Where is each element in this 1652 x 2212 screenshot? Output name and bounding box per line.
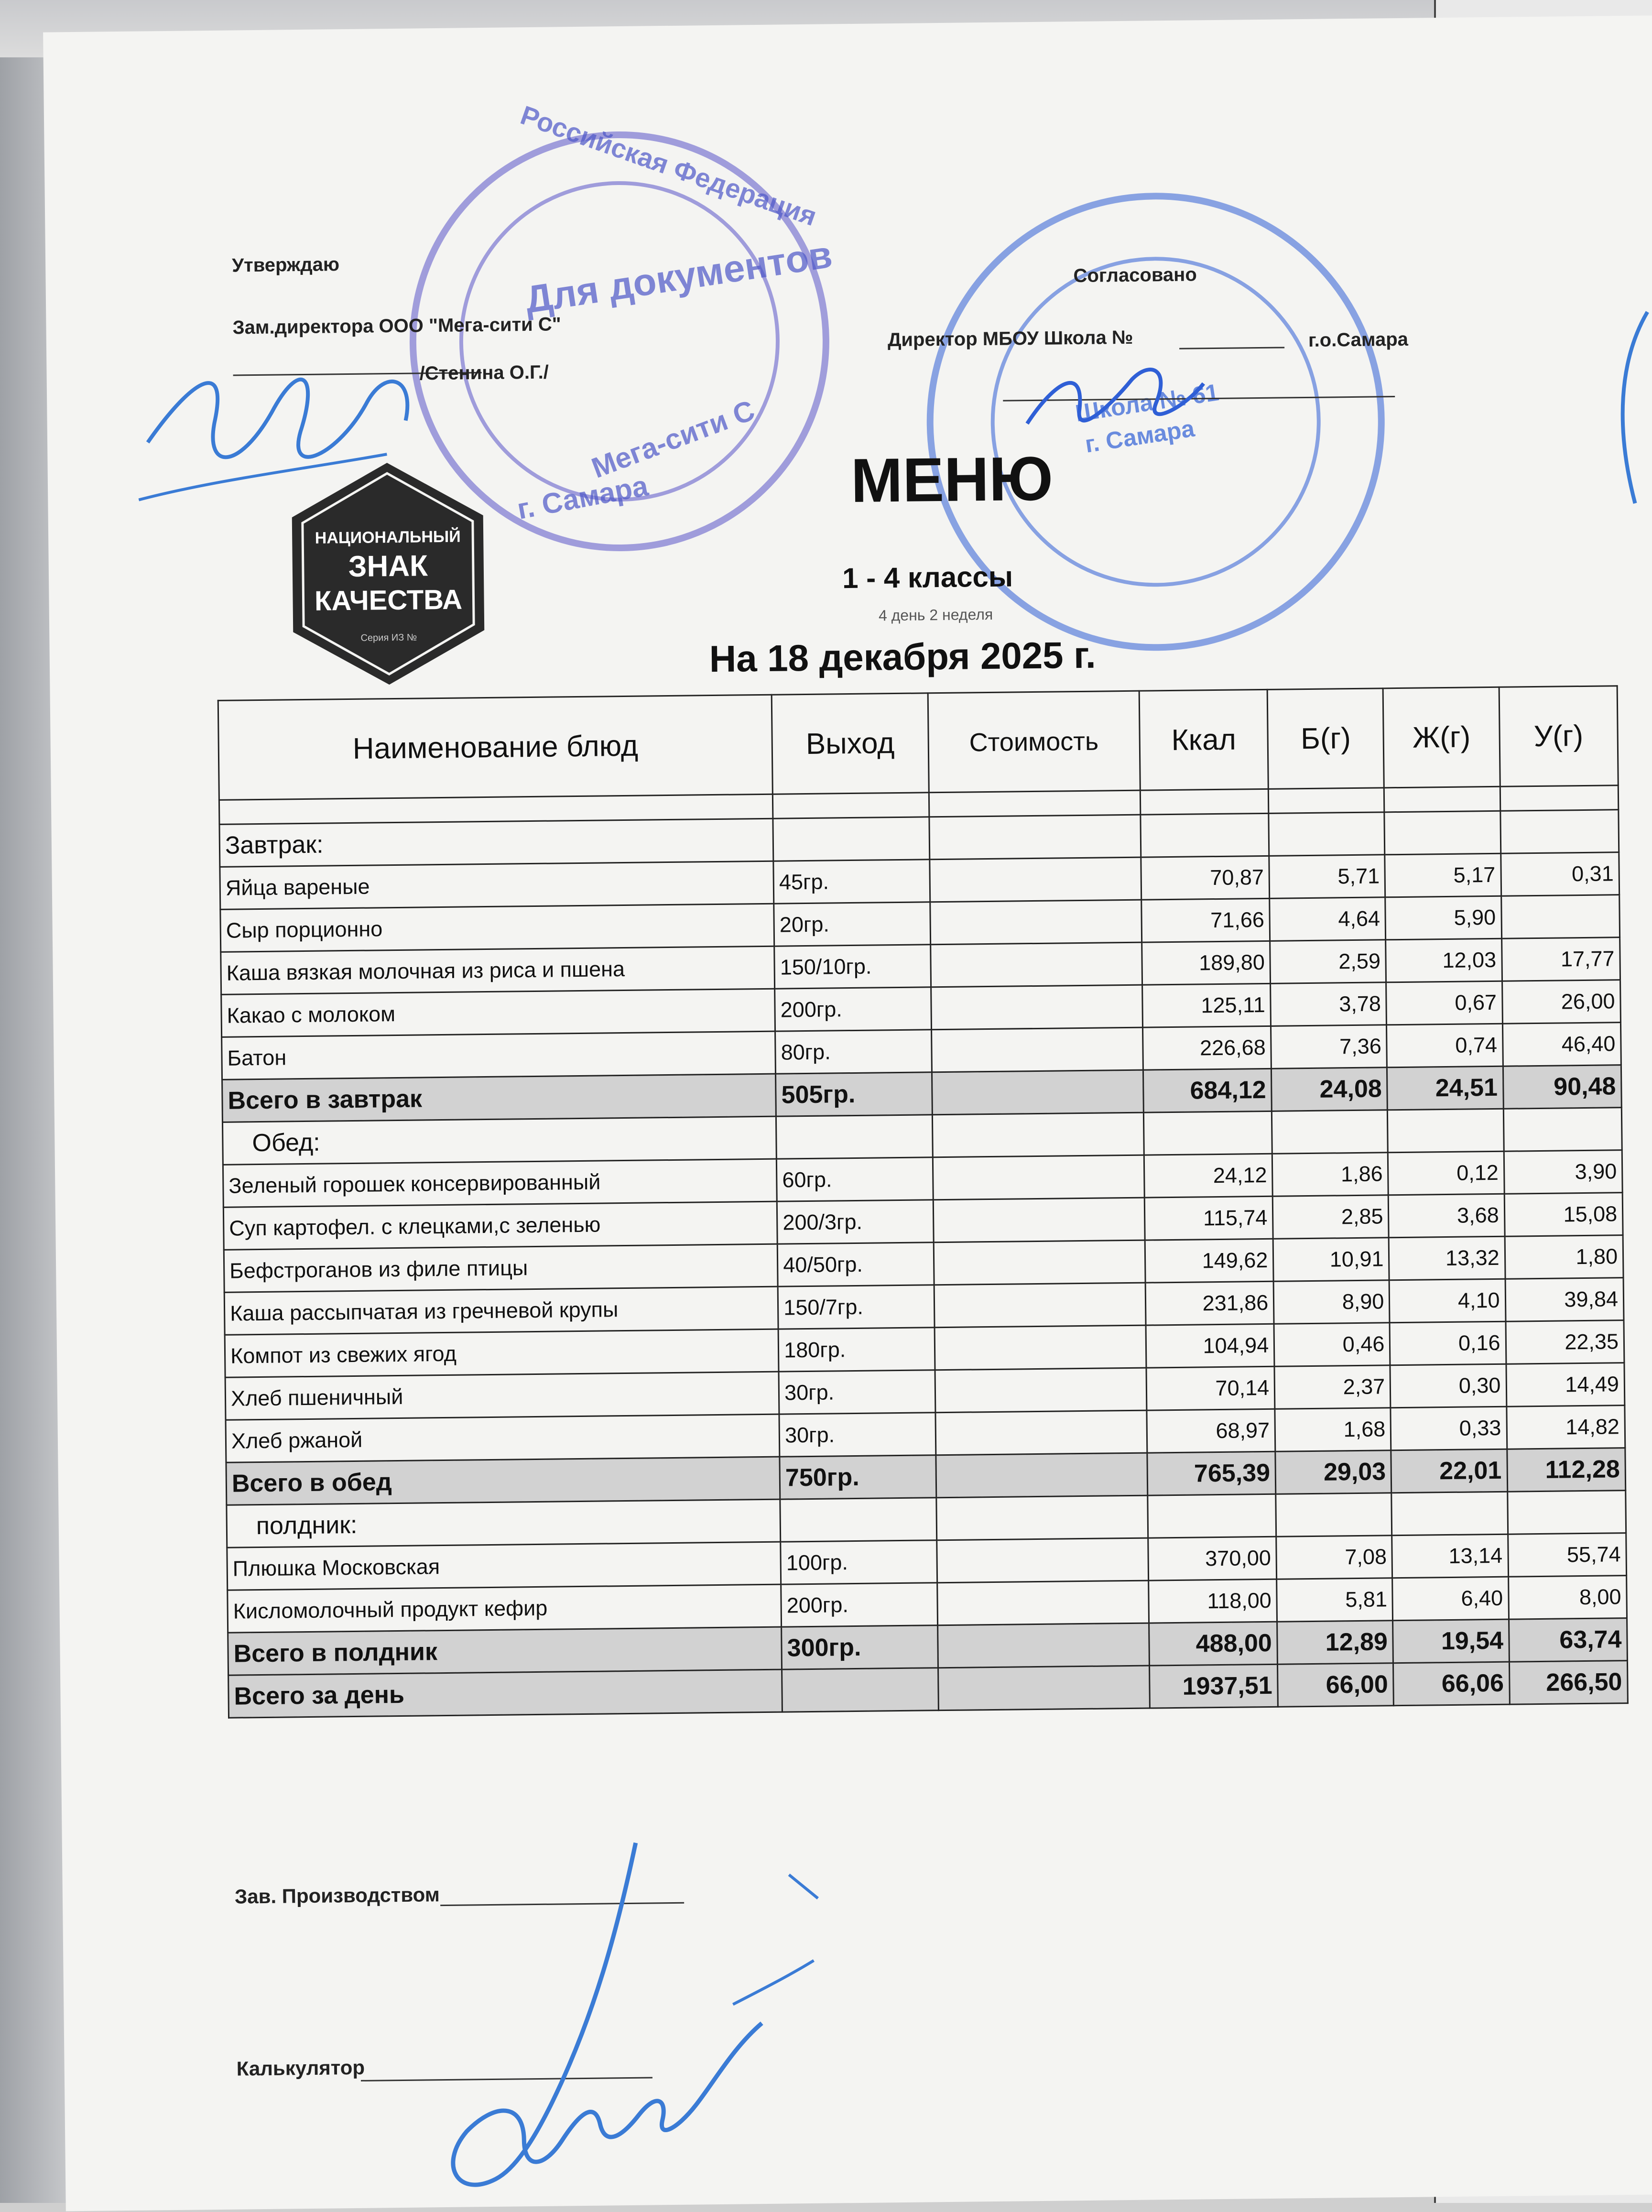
cell-protein: 24,08 — [1272, 1068, 1388, 1111]
col-dish-name: Наименование блюд — [218, 695, 772, 800]
cell-kcal: 231,86 — [1145, 1281, 1274, 1325]
cell-dish-name: Бефстроганов из филе птицы — [224, 1244, 778, 1292]
cell-protein: 12,89 — [1277, 1621, 1393, 1665]
empty-cell — [1276, 1493, 1392, 1537]
cell-kcal: 684,12 — [1143, 1068, 1272, 1112]
cell-protein: 5,71 — [1269, 855, 1385, 899]
grades-subtitle: 1 - 4 классы — [842, 560, 1013, 595]
cell-cost — [935, 1453, 1147, 1498]
cell-fat: 6,40 — [1392, 1577, 1509, 1621]
cell-kcal: 189,80 — [1141, 941, 1270, 985]
cell-protein: 2,37 — [1274, 1365, 1391, 1409]
company-stamp-city: г. Самара — [514, 469, 651, 525]
cell-kcal: 149,62 — [1145, 1239, 1273, 1283]
cell-kcal: 765,39 — [1147, 1451, 1276, 1495]
cell-carbs: 55,74 — [1508, 1533, 1626, 1577]
cell-kcal: 370,00 — [1148, 1536, 1276, 1580]
cell-kcal: 226,68 — [1142, 1026, 1271, 1070]
cell-output: 300гр. — [782, 1625, 938, 1669]
cell-cost — [935, 1368, 1147, 1413]
production-label: Зав. Производством — [234, 1883, 440, 1908]
school-stamp-center: Школа № 61 — [1073, 379, 1221, 427]
cell-output: 20гр. — [774, 902, 930, 946]
cell-fat: 13,14 — [1392, 1534, 1508, 1578]
cell-output: 150/10гр. — [774, 945, 931, 989]
cell-protein: 2,59 — [1270, 940, 1386, 984]
agree-label: Согласовано — [1073, 264, 1197, 287]
cell-dish-name: Всего в обед — [226, 1457, 780, 1505]
cell-cost — [934, 1240, 1145, 1285]
company-stamp-bottom: Мега-сити С — [587, 393, 759, 484]
cell-dish-name: Сыр порционно — [220, 904, 774, 952]
cell-output: 45гр. — [773, 860, 930, 904]
cell-carbs: 14,49 — [1506, 1363, 1624, 1407]
svg-text:НАЦИОНАЛЬНЫЙ: НАЦИОНАЛЬНЫЙ — [315, 527, 461, 547]
section-name: полдник: — [227, 1499, 781, 1547]
cell-kcal: 1937,51 — [1149, 1664, 1278, 1708]
empty-cell — [1507, 1491, 1626, 1535]
cell-protein: 8,90 — [1273, 1280, 1390, 1324]
cell-carbs: 90,48 — [1503, 1065, 1621, 1109]
empty-cell — [1143, 1111, 1272, 1155]
cell-cost — [933, 1155, 1144, 1200]
cell-kcal: 488,00 — [1149, 1622, 1277, 1666]
cell-cost — [932, 1070, 1143, 1115]
cell-dish-name: Каша рассыпчатая из гречневой крупы — [224, 1286, 778, 1335]
col-cost: Стоимость — [928, 691, 1140, 793]
agree-city: г.о.Самара — [1308, 328, 1409, 351]
cell-dish-name: Всего в полдник — [228, 1627, 782, 1675]
cell-fat: 22,01 — [1391, 1449, 1507, 1493]
empty-cell — [1388, 1109, 1504, 1153]
empty-cell — [780, 1498, 936, 1542]
cell-kcal: 71,66 — [1141, 898, 1270, 942]
empty-cell — [936, 1495, 1148, 1540]
cell-fat: 0,67 — [1386, 981, 1502, 1025]
cell-cost — [937, 1580, 1149, 1625]
margin-signature — [1604, 302, 1652, 542]
cell-carbs: 63,74 — [1509, 1618, 1627, 1662]
page-title: МЕНЮ — [850, 443, 1054, 515]
cell-output: 30гр. — [779, 1413, 935, 1457]
cell-dish-name: Хлеб ржаной — [226, 1414, 780, 1462]
cell-fat: 5,90 — [1385, 896, 1501, 940]
cell-fat: 4,10 — [1389, 1279, 1505, 1323]
cell-dish-name: Зеленый горошек консервированный — [223, 1159, 777, 1207]
cell-fat: 5,17 — [1385, 853, 1501, 897]
cell-kcal: 24,12 — [1144, 1154, 1272, 1198]
cell-carbs: 15,08 — [1504, 1193, 1623, 1237]
cell-output: 150/7гр. — [778, 1285, 934, 1329]
cell-output: 200гр. — [781, 1583, 937, 1627]
cell-dish-name: Всего за день — [228, 1669, 783, 1718]
cell-kcal: 118,00 — [1148, 1579, 1277, 1623]
cell-output: 200/3гр. — [777, 1200, 933, 1244]
cell-output — [782, 1668, 938, 1712]
menu-date: На 18 декабря 2025 г. — [709, 633, 1096, 680]
cell-output: 100гр. — [781, 1540, 937, 1584]
cell-dish-name: Каша вязкая молочная из риса и пшена — [221, 946, 775, 994]
col-output: Выход — [772, 693, 929, 794]
svg-text:Серия ИЗ №: Серия ИЗ № — [360, 632, 417, 643]
cell-fat: 0,30 — [1390, 1364, 1506, 1408]
cell-protein: 2,85 — [1272, 1195, 1389, 1239]
empty-cell — [1384, 811, 1500, 855]
cell-protein: 7,36 — [1271, 1025, 1387, 1069]
cell-protein: 0,46 — [1274, 1323, 1390, 1367]
cell-carbs: 0,31 — [1500, 852, 1619, 896]
school-stamp-city: г. Самара — [1083, 414, 1196, 458]
cell-carbs: 14,82 — [1506, 1406, 1625, 1449]
cell-cost — [933, 1198, 1145, 1242]
empty-cell — [929, 815, 1141, 860]
empty-cell — [1503, 1108, 1622, 1152]
cell-output: 180гр. — [778, 1328, 935, 1372]
cell-dish-name: Суп картофел. с клецками,с зеленью — [223, 1201, 777, 1250]
menu-table — [217, 685, 1629, 1719]
cell-dish-name: Хлеб пшеничный — [225, 1372, 779, 1420]
col-fat: Ж(г) — [1383, 687, 1500, 788]
quality-mark-logo — [286, 458, 489, 689]
cell-dish-name: Какао с молоком — [221, 989, 775, 1037]
cell-carbs: 22,35 — [1506, 1320, 1624, 1364]
col-kcal: Ккал — [1139, 689, 1269, 790]
cell-fat: 19,54 — [1393, 1619, 1509, 1663]
calculator-signature — [368, 1831, 850, 2209]
agree-position: Директор МБОУ Школа № — [887, 327, 1133, 351]
col-protein: Б(г) — [1267, 688, 1384, 789]
company-stamp-ring: Российская Федерация — [517, 99, 821, 232]
cell-dish-name: Яйца вареные — [220, 861, 774, 909]
cell-protein: 29,03 — [1275, 1450, 1391, 1494]
cell-cost — [929, 857, 1141, 902]
cell-output: 80гр. — [775, 1030, 932, 1074]
cell-protein: 4,64 — [1270, 897, 1386, 941]
week-note: 4 день 2 неделя — [878, 605, 993, 624]
menu-table-body — [219, 785, 1628, 1718]
cell-fat: 13,32 — [1389, 1236, 1505, 1280]
cell-carbs: 1,80 — [1505, 1235, 1623, 1279]
cell-cost — [938, 1666, 1150, 1711]
empty-cell — [1141, 813, 1269, 857]
cell-cost — [937, 1623, 1149, 1668]
cell-fat: 24,51 — [1387, 1066, 1503, 1110]
cell-cost — [930, 900, 1141, 945]
cell-fat: 12,03 — [1386, 938, 1502, 982]
cell-output: 30гр. — [779, 1370, 935, 1414]
cell-protein: 66,00 — [1278, 1663, 1394, 1707]
cell-cost — [936, 1538, 1148, 1583]
cell-kcal: 70,87 — [1141, 856, 1270, 900]
cell-carbs: 39,84 — [1505, 1278, 1624, 1322]
cell-carbs: 112,28 — [1507, 1448, 1625, 1492]
cell-cost — [935, 1325, 1146, 1370]
cell-protein: 1,68 — [1275, 1408, 1391, 1452]
cell-kcal: 70,14 — [1146, 1366, 1275, 1410]
cell-output: 750гр. — [780, 1455, 936, 1499]
cell-kcal: 104,94 — [1146, 1324, 1274, 1368]
empty-cell — [1148, 1494, 1276, 1538]
cell-carbs — [1501, 895, 1619, 939]
cell-carbs: 26,00 — [1502, 980, 1620, 1024]
cell-cost — [935, 1410, 1147, 1455]
cell-protein: 10,91 — [1273, 1238, 1389, 1282]
cell-protein: 1,86 — [1272, 1153, 1389, 1197]
table-header-row — [218, 686, 1618, 800]
cell-fat: 0,16 — [1390, 1321, 1506, 1365]
empty-cell — [773, 817, 929, 861]
cell-kcal: 115,74 — [1144, 1196, 1273, 1240]
section-name: Обед: — [222, 1116, 776, 1165]
empty-cell — [1391, 1492, 1508, 1536]
cell-cost — [931, 1027, 1143, 1072]
cell-dish-name: Батон — [222, 1031, 776, 1079]
cell-fat: 0,33 — [1391, 1406, 1507, 1450]
cell-output: 505гр. — [776, 1072, 932, 1116]
cell-protein: 3,78 — [1271, 982, 1387, 1026]
cell-carbs: 266,50 — [1509, 1661, 1628, 1705]
cell-kcal: 125,11 — [1142, 983, 1271, 1027]
approve-position: Зам.директора ООО "Мега-сити С" — [232, 314, 561, 338]
cell-cost — [934, 1283, 1146, 1328]
cell-kcal: 68,97 — [1147, 1409, 1275, 1453]
cell-carbs: 46,40 — [1502, 1023, 1621, 1067]
cell-cost — [931, 985, 1142, 1030]
cell-carbs: 8,00 — [1508, 1576, 1627, 1620]
cell-output: 200гр. — [775, 987, 931, 1031]
cell-fat: 3,68 — [1389, 1194, 1505, 1238]
cell-dish-name: Компот из свежих ягод — [225, 1329, 779, 1377]
cell-carbs: 3,90 — [1504, 1150, 1622, 1194]
cell-dish-name: Плюшка Московская — [227, 1542, 781, 1590]
cell-dish-name: Всего в завтрак — [222, 1074, 776, 1122]
calculator-label: Калькулятор — [236, 2056, 365, 2080]
cell-output: 40/50гр. — [777, 1242, 934, 1286]
cell-fat: 0,74 — [1387, 1024, 1503, 1068]
cell-dish-name: Кисломолочный продукт кефир — [228, 1584, 782, 1633]
svg-text:КАЧЕСТВА: КАЧЕСТВА — [314, 584, 463, 617]
cell-fat: 0,12 — [1388, 1151, 1504, 1195]
empty-cell — [1500, 810, 1619, 854]
company-stamp-center: Для документов — [522, 232, 835, 321]
approve-label: Утверждаю — [231, 254, 340, 276]
section-name: Завтрак: — [219, 818, 773, 867]
svg-text:ЗНАК: ЗНАК — [348, 549, 428, 583]
empty-cell — [932, 1112, 1144, 1157]
cell-output: 60гр. — [777, 1157, 933, 1201]
cell-protein: 7,08 — [1276, 1536, 1392, 1580]
cell-protein: 5,81 — [1277, 1578, 1393, 1622]
menu-document — [43, 15, 1652, 2211]
approve-name: /Стенина О.Г./ — [419, 361, 549, 384]
cell-carbs: 17,77 — [1501, 937, 1620, 981]
cell-fat: 66,06 — [1393, 1662, 1510, 1706]
empty-cell — [1269, 812, 1385, 856]
cell-cost — [930, 942, 1142, 987]
empty-cell — [1272, 1110, 1388, 1154]
empty-cell — [776, 1115, 933, 1159]
col-carbs: У(г) — [1499, 686, 1619, 787]
